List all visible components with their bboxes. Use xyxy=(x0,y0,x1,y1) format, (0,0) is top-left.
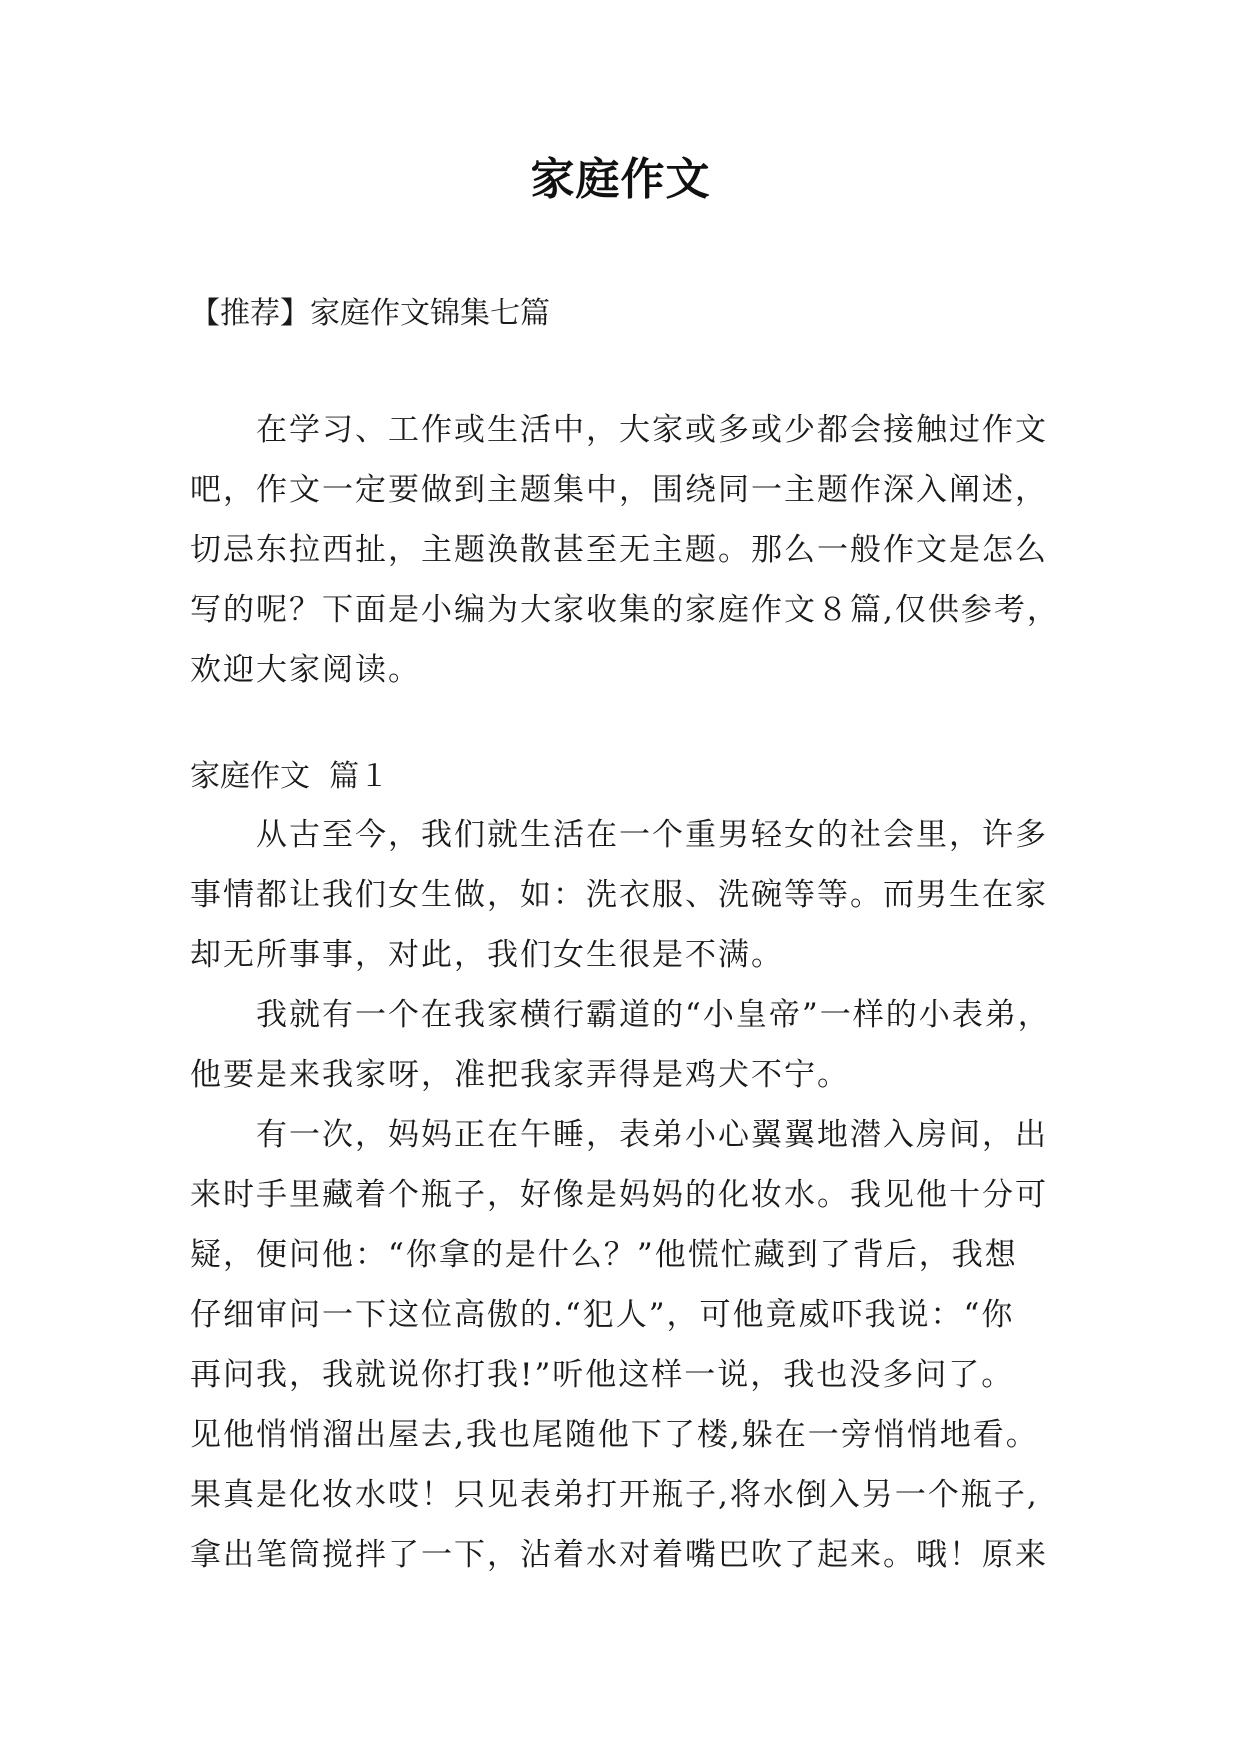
document-title: 家庭作文 xyxy=(530,154,711,205)
body-paragraph-2: 我就有一个在我家横行霸道的“小皇帝”一样的小表弟， 他要是来我家呀，准把我家弄得是鸡犬不宁。 xyxy=(190,997,1051,1093)
document-subtitle: 【推荐】家庭作文锦集七篇 xyxy=(190,296,550,331)
body-paragraph-1: 从古至今，我们就生活在一个重男轻女的社会里，许多 事情都让我们女生做，如：洗衣服、洗碗等等。而男生在家 却无所事事，对此，我们女生很是不满。 xyxy=(190,817,1048,973)
body-paragraph-3: 有一次，妈妈正在午睡，表弟小心翼翼地潜入房间，出 来时手里藏着个瓶子，好像是妈妈的化妆水。我见他十分可 疑，便问他：“你拿的是什么？”他慌忙藏到了背后，我想 仔细审问一下这位高傲的.“犯人”，可他竟威吓我说：“你 再问我，我就说你打我!”听他这样一说，我也没多问了。 见他悄悄溜出屋去,我也尾随他下了楼,躲在一旁悄悄地看。 果真是化妆水哎！只见表弟打开瓶子,将水倒入另一个瓶子, 拿出笔筒搅拌了一下，沾着水对着嘴巴吹了起来。哦！原来 xyxy=(190,1117,1048,1573)
section-heading: 家庭作文 篇１ xyxy=(190,759,390,794)
intro-paragraph: 在学习、工作或生活中，大家或多或少都会接触过作文 吧，作文一定要做到主题集中，围绕同一主题作深入阐述， 切忌东拉西扯，主题涣散甚至无主题。那么一般作文是怎么 写的呢？下面是小编为大家收集的家庭作文８篇,仅供参考， 欢迎大家阅读。 xyxy=(190,412,1060,688)
